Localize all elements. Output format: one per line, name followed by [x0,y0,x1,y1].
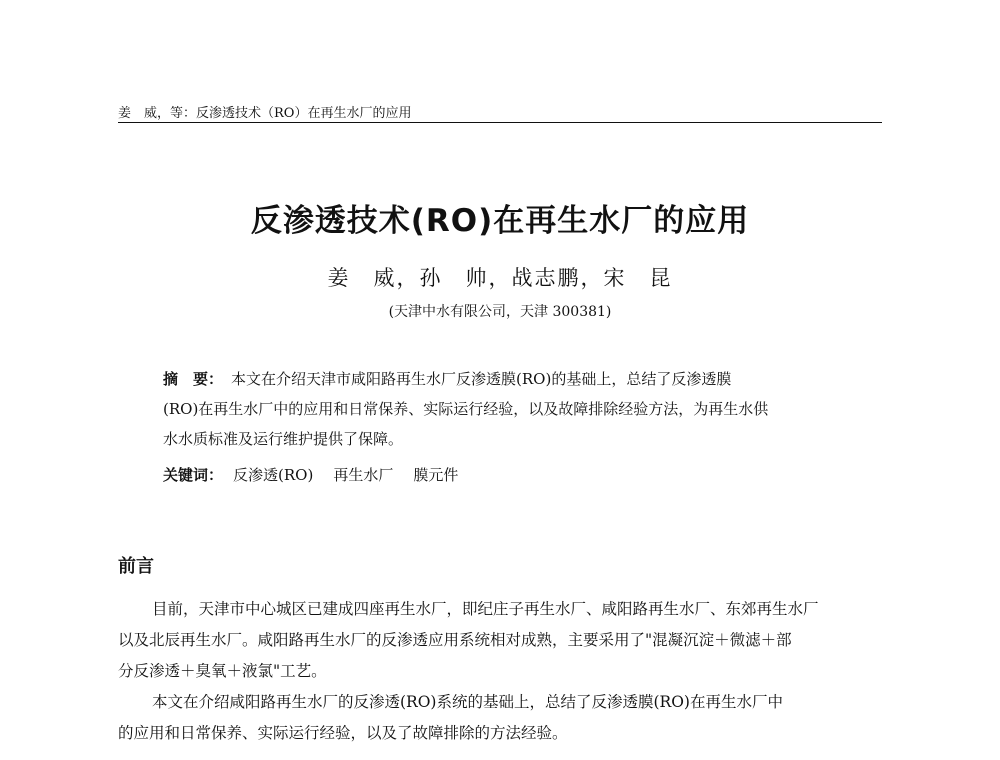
body-text [118,594,888,749]
body-line: 本文在介绍咸阳路再生水厂的反渗透(RO)系统的基础上，总结了反渗透膜(RO)在再生水厂中 [152,693,783,711]
section-heading: 前言 [118,556,154,577]
keywords [163,464,478,485]
authors: 姜 威，孙 帅，战志鹏，宋 昆 [327,266,673,290]
keywords-label: 关键词： [163,466,224,484]
abstract [163,364,863,454]
abstract-line [163,364,863,394]
header-rule [118,122,882,123]
paper-title: 反渗透技术(RO)在再生水厂的应用 [250,203,750,239]
body-line: 目前，天津市中心城区已建成四座再生水厂，即纪庄子再生水厂、咸阳路再生水厂、东郊再生水厂 [152,600,819,618]
keyword-item: 反渗透(RO) [233,466,314,484]
affiliation: (天津中水有限公司，天津 300381) [388,304,612,320]
keyword-item: 膜元件 [413,466,459,484]
abstract-line-text: 本文在介绍天津市咸阳路再生水厂反渗透膜(RO)的基础上，总结了反渗透膜 [231,370,732,388]
body-line: 分反渗透＋臭氧＋液氯"工艺。 [118,662,327,680]
abstract-label: 摘 要： [163,370,224,388]
body-line: 的应用和日常保养、实际运行经验，以及了故障排除的方法经验。 [118,724,568,742]
body-line: 以及北辰再生水厂。咸阳路再生水厂的反渗透应用系统相对成熟，主要采用了"混凝沉淀＋微滤＋部 [118,631,792,649]
running-header: 姜 威，等：反渗透技术（RO）在再生水厂的应用 [118,106,412,121]
abstract-line: 水水质标准及运行维护提供了保障。 [163,430,404,448]
keyword-item: 再生水厂 [333,466,394,484]
abstract-line: (RO)在再生水厂中的应用和日常保养、实际运行经验，以及故障排除经验方法，为再生水供 [163,400,769,418]
